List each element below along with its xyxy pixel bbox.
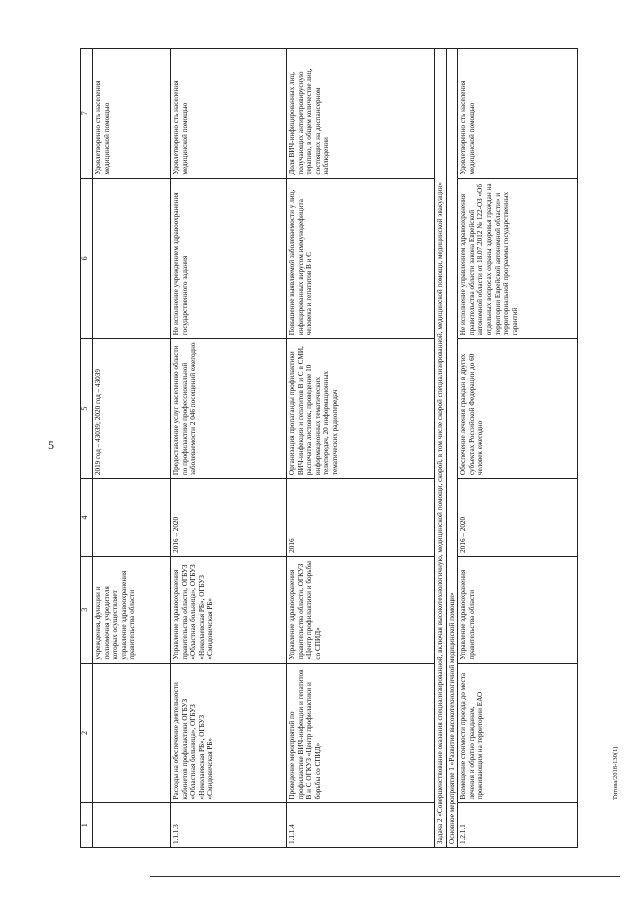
cell-indicator: Доля ВИЧ-инфицированных лиц, получающих антиретровирусную терапию, в общем количестве лиц, состоящих на диспансерном наблюдении	[287, 49, 435, 179]
header-col-3: 3	[81, 556, 93, 663]
footer-code: Титова/2018-130(1)	[612, 746, 619, 800]
table-row-1-1-1-4	[287, 49, 435, 848]
rotated-table-container	[80, 48, 610, 848]
task-2-row	[435, 49, 447, 848]
cell-result: Предоставление услуг населению области по профилактике профессиональной заболеваемости 2 046 посещений ежегодно	[171, 339, 287, 479]
header-col-5: 5	[81, 339, 93, 479]
cell-name	[93, 663, 171, 803]
cell-executor: Управление здравоохранения правительства области, ОГБУЗ «Областная больница», ОГБУЗ «Николаевская РБ», ОГБУЗ «Смидовичская РБ»	[171, 556, 287, 663]
cell-consequence: Повышение выявляемой заболеваемости у лиц, инфицированных вирусом иммунодефицита человека и гепатитов В и С	[287, 178, 435, 339]
cell-num	[93, 803, 171, 848]
bottom-divider	[150, 876, 620, 877]
table-row-1-1-1-3	[171, 49, 287, 848]
cell-result: Организация пропаганды профилактики ВИЧ-инфекции и гепатитов В и С в СМИ, распечатка листовок, проведение 10 информационных тематических телепередач, 20 информационных тематических радиопередач	[287, 339, 435, 479]
cell-num: 1.1.1.4	[287, 803, 435, 848]
header-col-6: 6	[81, 178, 93, 339]
table-row-continued	[93, 49, 171, 848]
cell-period	[93, 479, 171, 557]
cell-name: Проведение мероприятий по профилактике ВИЧ-инфекции и гепатитов В и С ОГКУЗ «Центр профилактики и борьбы со СПИД»	[287, 663, 435, 803]
program-measures-table	[80, 48, 578, 848]
task-2-heading: Задача 2 «Совершенствование оказания специализированной, включая высокотехнологичную, медицинской помощи, скорой, в том числе скорой специализированной, медицинской помощи, медицинской эвакуации»	[435, 49, 447, 848]
table-header-row	[81, 49, 93, 848]
cell-name: Возмещение стоимости проезда до места лечения и обратно гражданам, проживающим на территории ЕАО	[458, 663, 578, 803]
cell-executor: учреждения, функции и полномочия учредителя которых осуществляет управление здравоохранения правительства области	[93, 556, 171, 663]
cell-consequence: Не исполнение учреждением здравоохранения государственного задания	[171, 178, 287, 339]
cell-period: 2016	[287, 479, 435, 557]
cell-num: 1.1.1.3	[171, 803, 287, 848]
cell-indicator: Удовлетворенно сть населения медицинской помощью	[458, 49, 578, 179]
header-col-7: 7	[81, 49, 93, 179]
table-row-1-2-1-1	[458, 49, 578, 848]
cell-period: 2016 – 2020	[458, 479, 578, 557]
measure-1-heading: Основное мероприятие 1 «Развитие высокотехнологичной медицинской помощи»	[446, 49, 458, 848]
cell-result: 2019 год – 43039; 2020 год – 43039	[93, 339, 171, 479]
cell-executor: Управление здравоохранения правительства области	[458, 556, 578, 663]
measure-1-row	[446, 49, 458, 848]
header-col-4: 4	[81, 479, 93, 557]
page-number: 5	[48, 438, 54, 452]
cell-indicator: Удовлетворенно сть населения медицинской помощью	[93, 49, 171, 179]
header-col-2: 2	[81, 663, 93, 803]
cell-consequence	[93, 178, 171, 339]
cell-num: 1.2.1.1	[458, 803, 578, 848]
cell-period: 2016 – 2020	[171, 479, 287, 557]
cell-result: Обеспечение лечения граждан в других субъектах Российской Федерации до 60 человек ежегодно	[458, 339, 578, 479]
cell-name: Расходы на обеспечение деятельности кабинетов профилактики ОГБУЗ «Областная больница», ОГБУЗ «Николаевская РБ», ОГБУЗ «Смидовичская РБ»	[171, 663, 287, 803]
header-col-1: 1	[81, 803, 93, 848]
cell-executor: Управление здравоохранения правительства области, ОГКУЗ «Центр профилактики и борьбы со СПИД»	[287, 556, 435, 663]
cell-indicator: Удовлетворенно сть населения медицинской помощью	[171, 49, 287, 179]
cell-consequence: Не исполнение управлением здравоохранения правительства области закона Еврейской автономной области от 18.07.2012 № 122-ОЗ «Об отдельных вопросах охраны здоровья граждан на территории Еврейской автономной области» и территориальной программы государственных гарантий	[458, 178, 578, 339]
